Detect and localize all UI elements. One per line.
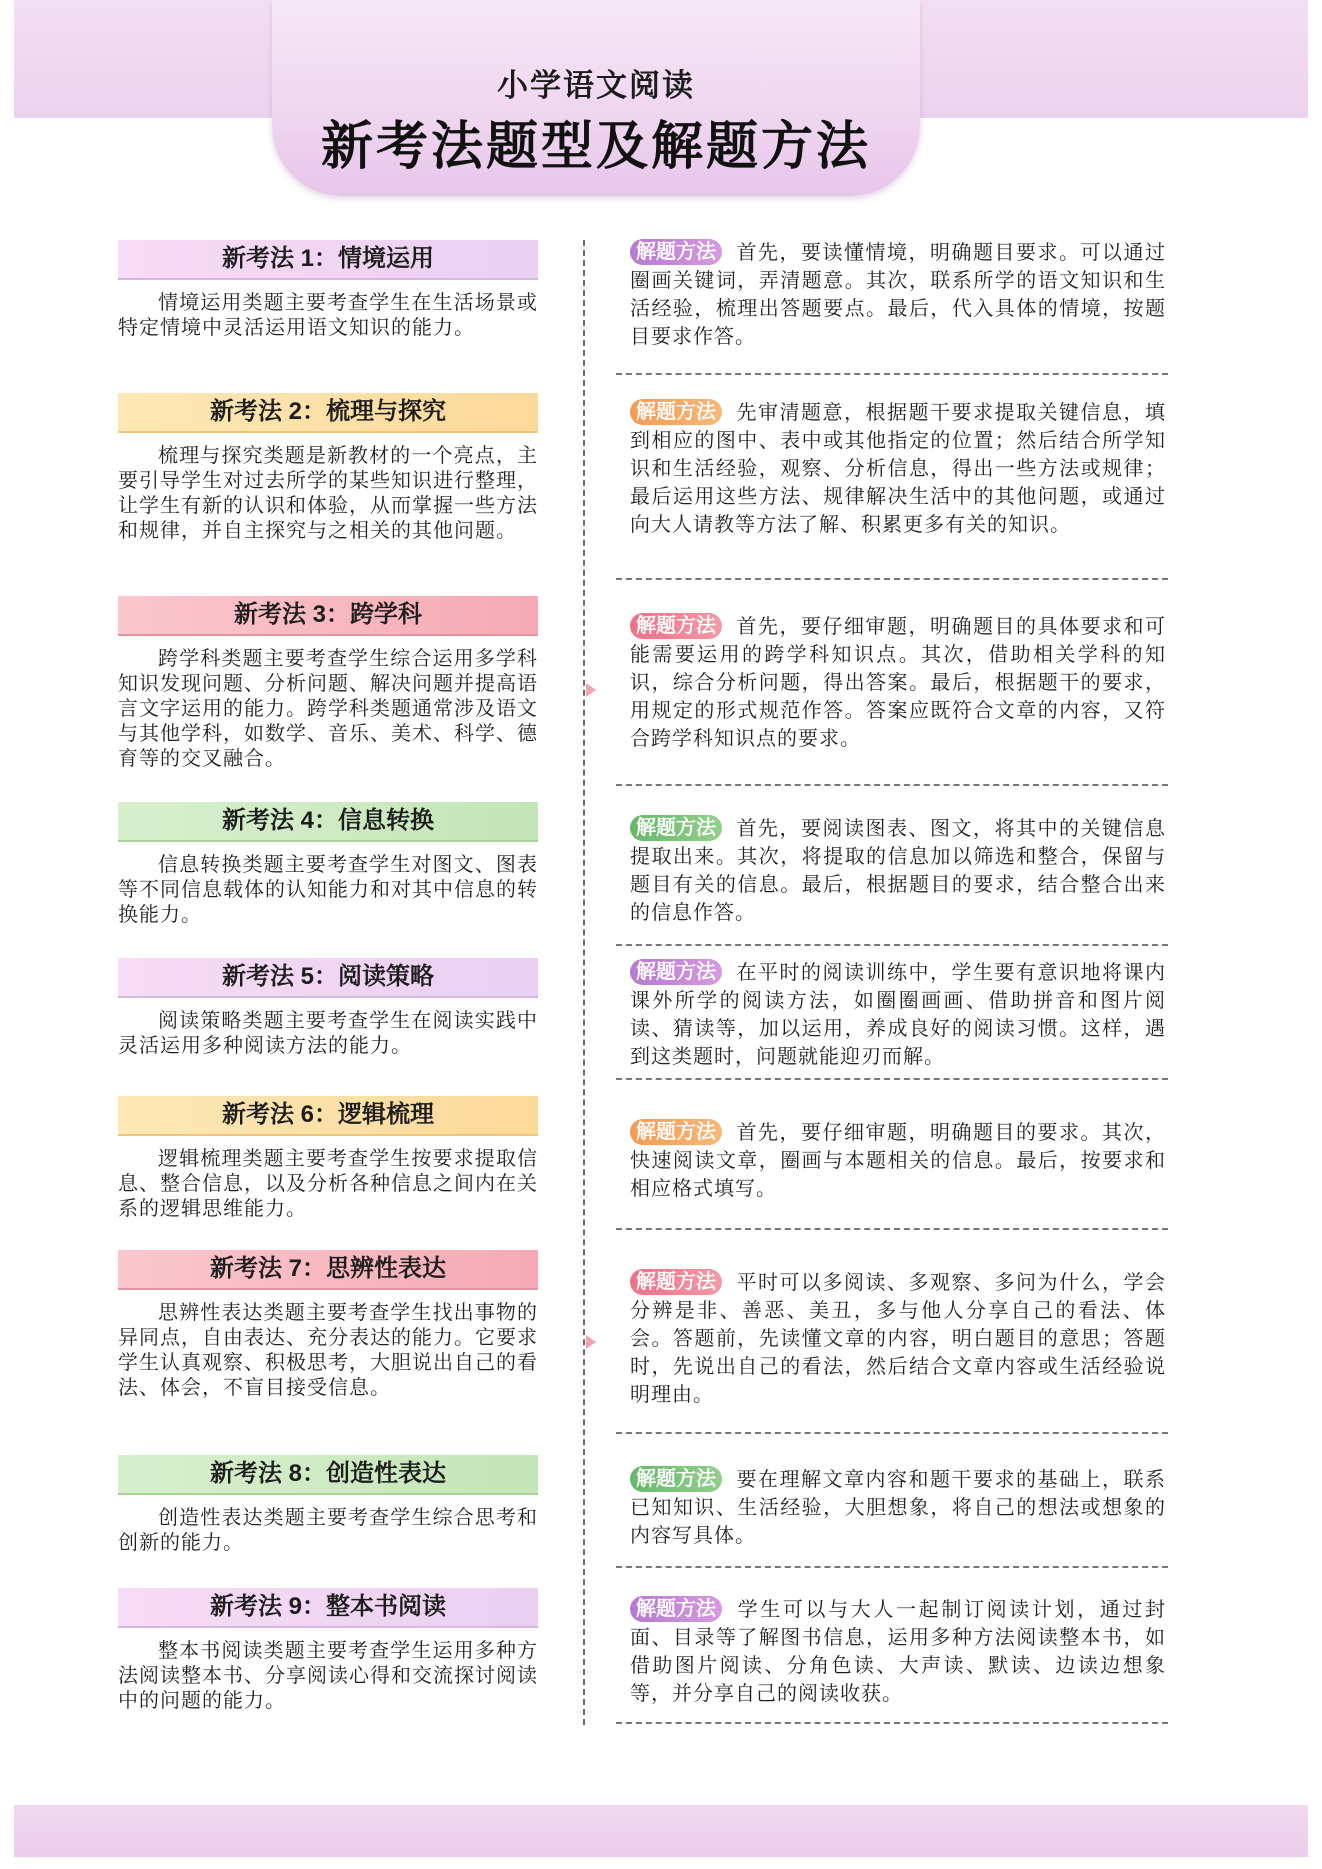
method-6 (630, 1118, 1166, 1202)
exam-type-heading: 新考法 4：信息转换 (118, 802, 538, 842)
exam-type-heading: 新考法 8：创造性表达 (118, 1455, 538, 1495)
method-badge: 解题方法 (630, 815, 722, 841)
footer-band (14, 1805, 1308, 1857)
method-text: 在平时的阅读训练中，学生要有意识地将课内课外所学的阅读方法，如圈圈画画、借助拼音和图片阅读、猜读等，加以运用，养成良好的阅读习惯。这样，遇到这类题时，问题就能迎刃而解。 (630, 960, 1166, 1068)
exam-type-2 (118, 393, 538, 543)
exam-type-4 (118, 802, 538, 927)
method-5 (630, 958, 1166, 1070)
section-separator (616, 373, 1168, 375)
page-subtitle: 小学语文阅读 (497, 68, 695, 104)
exam-type-9 (118, 1588, 538, 1713)
method-text: 要在理解文章内容和题干要求的基础上，联系已知知识、生活经验，大胆想象，将自己的想法或想象的内容写具体。 (630, 1467, 1166, 1547)
method-text: 首先，要阅读图表、图文，将其中的关键信息提取出来。其次，将提取的信息加以筛选和整合，保留与题目有关的信息。最后，根据题目的要求，结合整合出来的信息作答。 (630, 816, 1166, 924)
method-text: 首先，要读懂情境，明确题目要求。可以通过圈画关键词，弄清题意。其次，联系所学的语文知识和生活经验，梳理出答题要点。最后，代入具体的情境，按题目要求作答。 (630, 240, 1166, 348)
method-badge: 解题方法 (630, 239, 722, 265)
exam-type-3 (118, 596, 538, 771)
exam-type-6 (118, 1096, 538, 1221)
method-badge: 解题方法 (630, 959, 722, 985)
method-text: 首先，要仔细审题，明确题目的要求。其次，快速阅读文章，圈画与本题相关的信息。最后，按要求和相应格式填写。 (630, 1120, 1166, 1200)
exam-type-description: 逻辑梳理类题主要考查学生按要求提取信息、整合信息，以及分析各种信息之间内在关系的逻辑思维能力。 (118, 1146, 538, 1220)
section-separator (616, 1432, 1168, 1434)
method-badge: 解题方法 (630, 1596, 722, 1622)
arrow-marker-icon (586, 683, 596, 697)
method-4 (630, 814, 1166, 926)
method-2 (630, 398, 1166, 538)
method-badge: 解题方法 (630, 1269, 722, 1295)
method-3 (630, 612, 1166, 752)
method-badge: 解题方法 (630, 613, 722, 639)
method-8 (630, 1465, 1166, 1549)
column-divider (583, 240, 585, 1725)
exam-type-heading: 新考法 3：跨学科 (118, 596, 538, 636)
section-separator (616, 1722, 1168, 1724)
exam-type-description: 创造性表达类题主要考查学生综合思考和创新的能力。 (118, 1505, 538, 1554)
exam-type-5 (118, 958, 538, 1058)
method-badge: 解题方法 (630, 399, 722, 425)
section-separator (616, 784, 1168, 786)
exam-type-heading: 新考法 7：思辨性表达 (118, 1250, 538, 1290)
exam-type-description: 阅读策略类题主要考查学生在阅读实践中灵活运用多种阅读方法的能力。 (118, 1008, 538, 1057)
section-separator (616, 1228, 1168, 1230)
exam-type-description: 整本书阅读类题主要考查学生运用多种方法阅读整本书、分享阅读心得和交流探讨阅读中的问题的能力。 (118, 1638, 538, 1712)
method-7 (630, 1268, 1166, 1408)
method-9 (630, 1595, 1166, 1707)
exam-type-heading: 新考法 6：逻辑梳理 (118, 1096, 538, 1136)
page-title: 新考法题型及解题方法 (320, 116, 871, 177)
method-text: 学生可以与大人一起制订阅读计划，通过封面、目录等了解图书信息，运用多种方法阅读整本书，如借助图片阅读、分角色读、大声读、默读、边读边想象等，并分享自己的阅读收获。 (630, 1597, 1166, 1705)
section-separator (616, 1566, 1168, 1568)
exam-type-heading: 新考法 5：阅读策略 (118, 958, 538, 998)
method-badge: 解题方法 (630, 1119, 722, 1145)
method-text: 先审清题意，根据题干要求提取关键信息，填到相应的图中、表中或其他指定的位置；然后结合所学知识和生活经验，观察、分析信息，得出一些方法或规律；最后运用这些方法、规律解决生活中的其他问题，或通过向大人请教等方法了解、积累更多有关的知识。 (630, 400, 1166, 536)
exam-type-8 (118, 1455, 538, 1555)
method-text: 首先，要仔细审题，明确题目的具体要求和可能需要运用的跨学科知识点。其次，借助相关学科的知识，综合分析问题，得出答案。最后，根据题干的要求，用规定的形式规范作答。答案应既符合文章的内容，又符合跨学科知识点的要求。 (630, 614, 1166, 750)
method-1 (630, 238, 1166, 350)
section-separator (616, 944, 1168, 946)
exam-type-7 (118, 1250, 538, 1400)
exam-type-description: 跨学科类题主要考查学生综合运用多学科知识发现问题、分析问题、解决问题并提高语言文字运用的能力。跨学科类题通常涉及语文与其他学科，如数学、音乐、美术、科学、德育等的交叉融合。 (118, 646, 538, 770)
method-badge: 解题方法 (630, 1466, 722, 1492)
exam-type-description: 思辨性表达类题主要考查学生找出事物的异同点，自由表达、充分表达的能力。它要求学生认真观察、积极思考，大胆说出自己的看法、体会，不盲目接受信息。 (118, 1300, 538, 1399)
section-separator (616, 1078, 1168, 1080)
arrow-marker-icon (586, 1335, 596, 1349)
method-text: 平时可以多阅读、多观察、多问为什么，学会分辨是非、善恶、美丑，多与他人分享自己的看法、体会。答题前，先读懂文章的内容，明白题目的意思；答题时，先说出自己的看法，然后结合文章内容或生活经验说明理由。 (630, 1270, 1166, 1406)
exam-type-heading: 新考法 2：梳理与探究 (118, 393, 538, 433)
exam-type-description: 梳理与探究类题是新教材的一个亮点，主要引导学生对过去所学的某些知识进行整理，让学生有新的认识和体验，从而掌握一些方法和规律，并自主探究与之相关的其他问题。 (118, 443, 538, 542)
exam-type-heading: 新考法 1：情境运用 (118, 240, 538, 280)
exam-type-description: 信息转换类题主要考查学生对图文、图表等不同信息载体的认知能力和对其中信息的转换能力。 (118, 852, 538, 926)
exam-type-1 (118, 240, 538, 340)
exam-type-heading: 新考法 9：整本书阅读 (118, 1588, 538, 1628)
section-separator (616, 578, 1168, 580)
exam-type-description: 情境运用类题主要考查学生在生活场景或特定情境中灵活运用语文知识的能力。 (118, 290, 538, 339)
